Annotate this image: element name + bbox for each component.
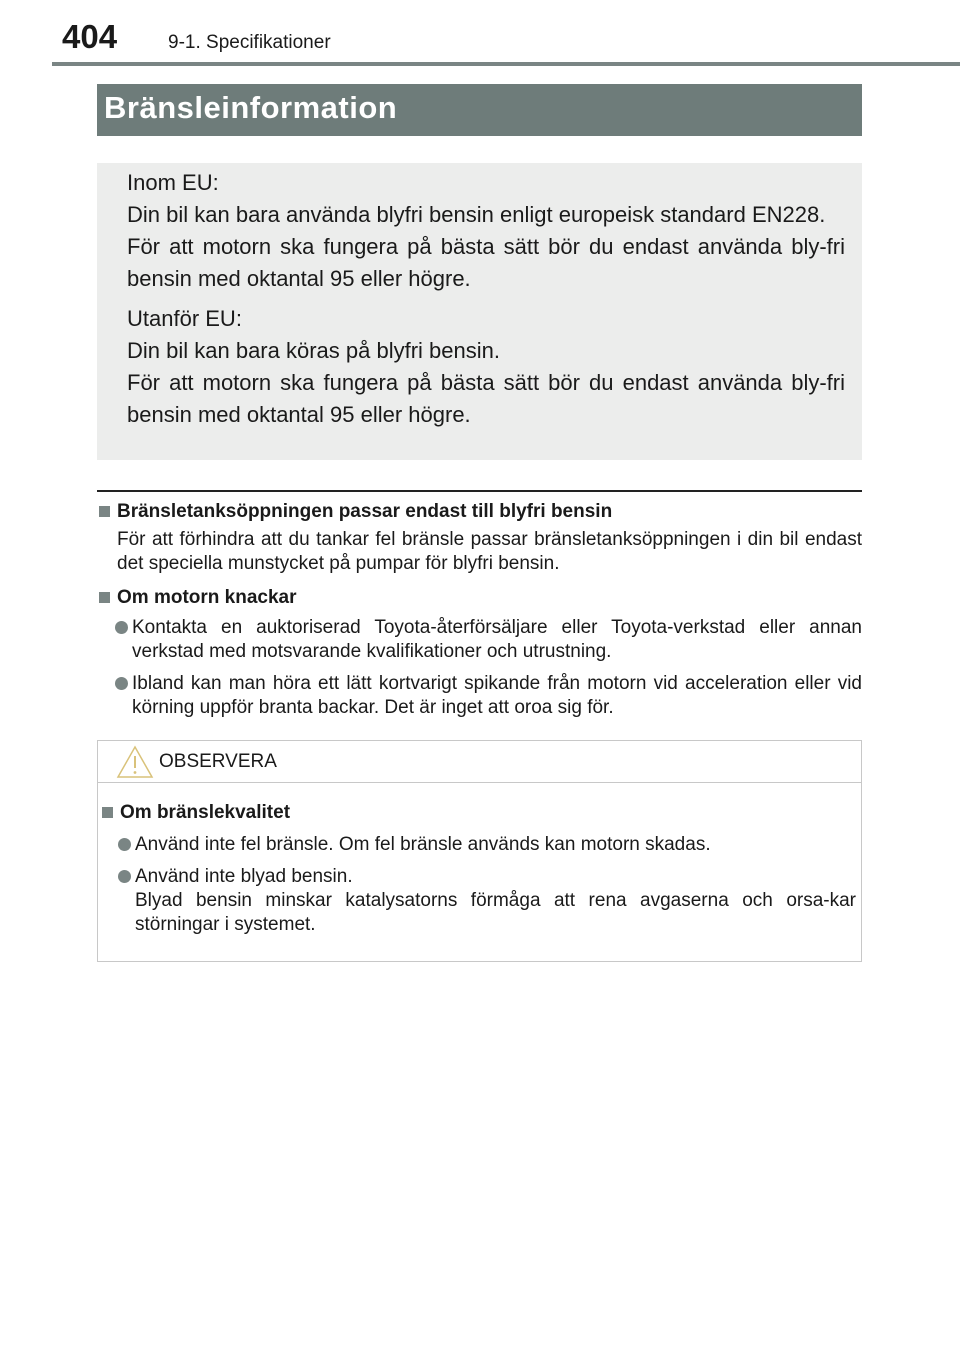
square-bullet-icon — [102, 807, 113, 818]
list-item-text: Ibland kan man höra ett lätt kortvarigt spikande från motorn vid acceleration eller vid körning uppför branta backar. Det är inget att oroa sig för. — [132, 673, 862, 718]
observera-label: OBSERVERA — [159, 751, 277, 772]
round-bullet-icon — [118, 838, 131, 851]
eu-heading: Inom EU: — [127, 170, 219, 195]
section-reference: 9-1. Specifikationer — [168, 32, 331, 53]
round-bullet-icon — [118, 870, 131, 883]
square-bullet-icon — [99, 506, 110, 517]
note-heading-filler-neck — [97, 500, 862, 524]
non-eu-text-octane: För att motorn ska fungera på bästa sätt bör du endast använda bly-fri bensin med oktantal 95 eller högre. — [127, 370, 845, 427]
warning-triangle-icon — [116, 745, 154, 779]
round-bullet-icon — [115, 621, 128, 634]
title-bar — [97, 84, 862, 136]
notes-divider — [97, 490, 862, 492]
round-bullet-icon — [115, 677, 128, 690]
fuel-info-content — [127, 167, 845, 431]
page-header — [0, 0, 960, 66]
note-body-filler-neck: För att förhindra att du tankar fel bränsle passar bränsletanksöppningen i din bil endast det speciella munstycket på pumpar för blyfri bensin. — [117, 529, 862, 574]
non-eu-text-unleaded: Din bil kan bara köras på blyfri bensin. — [127, 338, 500, 363]
list-item — [97, 672, 862, 720]
list-item-text: Använd inte blyad bensin. — [135, 866, 353, 887]
eu-text-standard: Din bil kan bara använda blyfri bensin enligt europeisk standard EN228. — [127, 202, 826, 227]
list-item-subtext: Blyad bensin minskar katalysatorns förmåga att rena avgaserna och orsa-kar störningar i systemet. — [135, 890, 856, 935]
note-heading-engine-knock — [97, 586, 862, 610]
list-item — [100, 865, 856, 937]
non-eu-heading: Utanför EU: — [127, 306, 242, 331]
list-item-text: Kontakta en auktoriserad Toyota-återförsäljare eller Toyota-verkstad eller annan verkstad med motsvarande kvalifikationer och utrustning. — [132, 617, 862, 662]
note-heading-text: Om motorn knackar — [117, 587, 297, 608]
note-heading-text: Bränsletanksöppningen passar endast till blyfri bensin — [117, 501, 613, 522]
eu-text-octane: För att motorn ska fungera på bästa sätt bör du endast använda bly-fri bensin med oktantal 95 eller högre. — [127, 234, 845, 291]
notes-section — [97, 500, 862, 720]
page-number: 404 — [62, 18, 118, 55]
note-heading-fuel-quality — [100, 801, 856, 825]
list-item — [97, 616, 862, 664]
header-divider — [52, 62, 960, 66]
page-title: Bränsleinformation — [104, 90, 398, 125]
square-bullet-icon — [99, 592, 110, 603]
list-item — [100, 833, 856, 857]
note-heading-text: Om bränslekvalitet — [120, 802, 291, 823]
observera-content — [100, 801, 856, 937]
observera-box — [97, 740, 862, 962]
fuel-info-box — [97, 163, 862, 460]
observera-header — [98, 741, 861, 783]
list-item-text: Använd inte fel bränsle. Om fel bränsle används kan motorn skadas. — [135, 834, 711, 855]
